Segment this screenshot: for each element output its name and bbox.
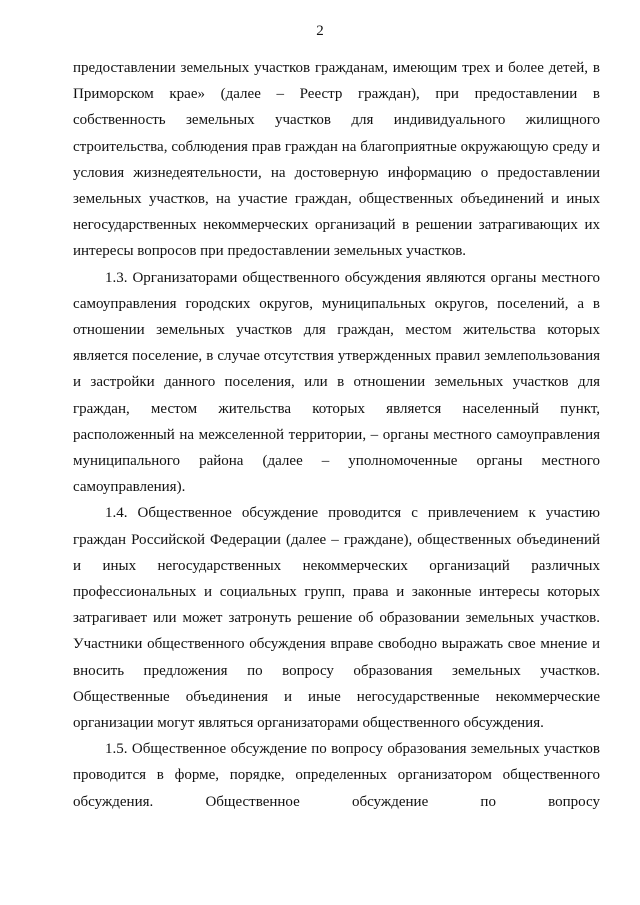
paragraph-1-3: 1.3. Организаторами общественного обсуждения являются органы местного самоуправления городских округов, муниципальных округов, поселений, а в отношении земельных участков для граждан, местом жительства которых является поселение, в случае отсутствия утвержденных правил землепользования и застройки данного поселения, или в отношении земельных участков для граждан, местом жительства которых является населенный пункт, расположенный на межселенной территории, – органы местного самоуправления муниципального района (далее – уполномоченные органы местного самоуправления). <box>73 269 600 496</box>
page-number: 2 <box>316 23 324 39</box>
document-body <box>73 55 600 815</box>
paragraph-continuation: предоставлении земельных участков гражданам, имеющим трех и более детей, в Приморском крае» (далее – Реестр граждан), при предоставлении в собственность земельных участков для индивидуального жилищного строительства, соблюдения прав граждан на благоприятные окружающую среду и условия жизнедеятельности, на достоверную информацию о предоставлении земельных участков, на участие граждан, общественных объединений и иных негосударственных некоммерческих организаций в решении затрагивающих их интересы вопросов при предоставлении земельных участков. <box>73 60 600 260</box>
paragraph-1-4: 1.4. Общественное обсуждение проводится с привлечением к участию граждан Российской Федерации (далее – граждане), общественных объединений и иных негосударственных некоммерческих организаций различных профессиональных и социальных групп, права и законные интересы которых затрагивает или может затронуть решение об образовании земельных участков. Участники общественного обсуждения вправе свободно выражать свое мнение и вносить предложения по вопросу образования земельных участков. Общественные объединения и иные негосударственные некоммерческие организации могут являться организаторами общественного обсуждения. <box>73 505 600 732</box>
paragraph-1-5: 1.5. Общественное обсуждение по вопросу образования земельных участков проводится в форме, порядке, определенных организатором общественного обсуждения. Общественное обсуждение по вопросу <box>73 741 600 810</box>
